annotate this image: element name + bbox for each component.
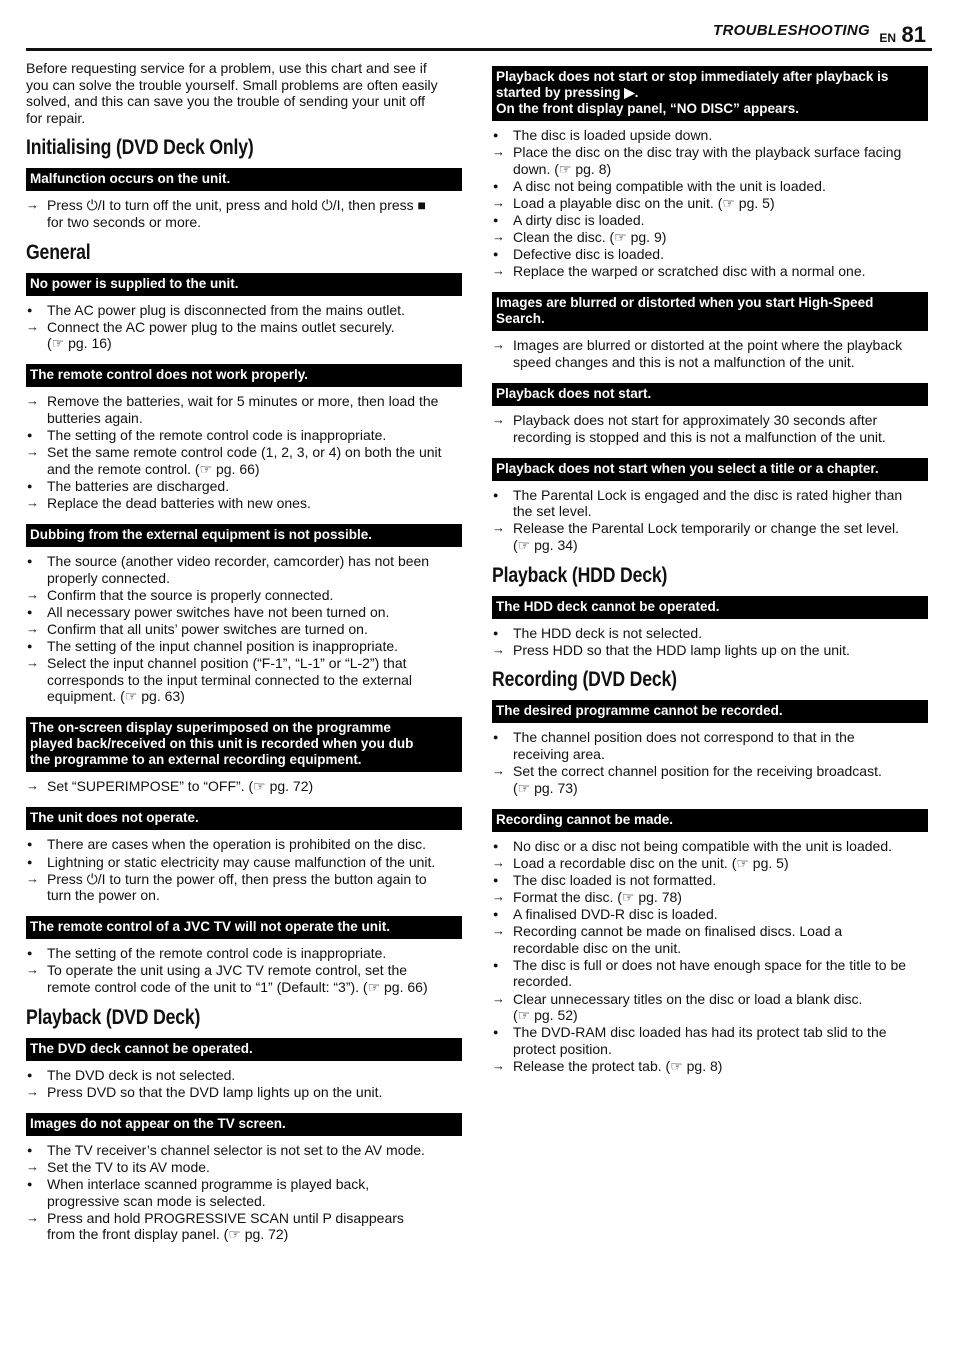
spacer	[492, 371, 928, 377]
arrow-right-icon: →	[492, 263, 505, 279]
item-line: (☞ pg. 16)	[47, 335, 112, 352]
item-line: Load a playable disc on the unit. (☞ pg. 5)	[513, 194, 775, 211]
item-line: Connect the AC power plug to the mains outlet securely.	[47, 318, 395, 335]
problem-heading-line: Malfunction occurs on the unit.	[30, 171, 231, 187]
intro-line: for repair.	[26, 109, 86, 126]
item-line: Confirm that the source is properly connected.	[47, 586, 334, 603]
problem-heading-line: The on-screen display superimposed on the programme	[30, 720, 391, 736]
remedy-item	[26, 1159, 462, 1176]
item-line: Format the disc. (☞ pg. 78)	[513, 888, 682, 905]
remedy-item	[492, 991, 928, 1024]
item-line: Select the input channel position (“F-1”, “L-1” or “L-2”) that	[47, 655, 407, 672]
bullet-icon: ●	[27, 480, 33, 491]
bullet-icon: ●	[27, 856, 33, 867]
problem-heading	[492, 292, 928, 331]
item-line: When interlace scanned programme is played back,	[47, 1175, 370, 1192]
cause-item	[492, 127, 928, 144]
item-line: To operate the unit using a JVC TV remote control, set the	[47, 962, 408, 979]
remedy-item	[492, 144, 928, 177]
item-line: from the front display panel. (☞ pg. 72)	[47, 1226, 289, 1243]
item-line: Press HDD so that the HDD lamp lights up on the unit.	[513, 641, 850, 658]
item-line: Playback does not start for approximately 30 seconds after	[513, 412, 878, 429]
bullet-icon: ●	[493, 249, 499, 260]
problem-heading	[492, 383, 928, 406]
cause-item	[26, 427, 462, 444]
item-line: Confirm that all units’ power switches are turned on.	[47, 620, 368, 637]
intro-line: solved, and this can save you the trouble of sending your unit off	[26, 93, 425, 110]
arrow-right-icon: →	[26, 1083, 39, 1099]
problem-heading	[26, 524, 462, 547]
item-line: Set the same remote control code (1, 2, 3, or 4) on both the unit	[47, 444, 442, 461]
item-line: The HDD deck is not selected.	[513, 624, 703, 641]
item-line: recording is stopped and this is not a malfunction of the unit.	[513, 428, 886, 445]
item-line: corresponds to the input terminal connected to the external	[47, 671, 412, 688]
arrow-right-icon: →	[26, 197, 39, 213]
cause-item	[26, 1176, 462, 1209]
item-line: and the remote control. (☞ pg. 66)	[47, 460, 260, 477]
cause-item	[492, 906, 928, 923]
cause-item	[26, 478, 462, 495]
item-line: The DVD deck is not selected.	[47, 1066, 236, 1083]
item-line: There are cases when the operation is prohibited on the disc.	[47, 836, 427, 853]
remedy-item	[26, 393, 462, 426]
item-line: Remove the batteries, wait for 5 minutes or more, then load the	[47, 393, 439, 410]
spacer	[26, 795, 462, 801]
spacer	[492, 797, 928, 803]
problem-heading-line: The desired programme cannot be recorded.	[496, 703, 783, 719]
intro-line: you can solve the trouble yourself. Small problems are often easily	[26, 76, 438, 93]
language-code: EN	[879, 31, 896, 45]
remedy-item	[26, 778, 462, 795]
item-line: speed changes and this is not a malfunction of the unit.	[513, 353, 855, 370]
cause-item	[492, 838, 928, 855]
item-line: receiving area.	[513, 745, 605, 762]
remedy-item	[26, 655, 462, 705]
spacer	[26, 705, 462, 711]
item-line: Set the TV to its AV mode.	[47, 1158, 210, 1175]
arrow-right-icon: →	[492, 762, 505, 778]
problem-heading-line: The HDD deck cannot be operated.	[496, 598, 720, 614]
remedy-item	[26, 962, 462, 995]
problem-heading	[26, 168, 462, 191]
problem-heading	[492, 66, 928, 121]
item-line: the set level.	[513, 503, 592, 520]
cause-item	[26, 945, 462, 962]
item-line: (☞ pg. 52)	[513, 1007, 578, 1024]
item-line: The DVD-RAM disc loaded has had its protect tab slid to the	[513, 1024, 887, 1041]
problem-heading	[26, 1113, 462, 1136]
problem-heading-line: started by pressing ▶.	[496, 85, 639, 100]
item-line: Load a recordable disc on the unit. (☞ pg. 5)	[513, 854, 789, 871]
cause-item	[492, 625, 928, 642]
item-line: The AC power plug is disconnected from the mains outlet.	[47, 301, 405, 318]
arrow-right-icon: →	[492, 641, 505, 657]
cause-item	[492, 178, 928, 195]
arrow-right-icon: →	[26, 318, 39, 334]
spacer	[492, 280, 928, 286]
cause-item	[26, 1067, 462, 1084]
problem-heading	[26, 1038, 462, 1061]
spacer	[26, 352, 462, 358]
problem-heading-line: the programme to an external recording equipment.	[30, 752, 362, 768]
intro-line: Before requesting service for a problem, use this chart and see if	[26, 60, 427, 76]
item-line: The disc is loaded upside down.	[513, 127, 713, 143]
arrow-right-icon: →	[26, 1209, 39, 1225]
item-line: No disc or a disc not being compatible with the unit is loaded.	[513, 837, 892, 854]
arrow-right-icon: →	[492, 144, 505, 160]
problem-heading-line: The DVD deck cannot be operated.	[30, 1040, 253, 1056]
bullet-icon: ●	[493, 489, 499, 500]
arrow-right-icon: →	[492, 229, 505, 245]
arrow-right-icon: →	[492, 923, 505, 939]
item-line: The source (another video recorder, camcorder) has not been	[47, 553, 430, 569]
section-heading: Recording (DVD Deck)	[492, 668, 677, 692]
problem-heading	[492, 596, 928, 619]
problem-heading-line: played back/received on this unit is recorded when you dub	[30, 736, 414, 752]
cause-item	[26, 638, 462, 655]
arrow-right-icon: →	[26, 586, 39, 602]
problem-heading-line: Playback does not start when you select a title or a chapter.	[496, 460, 879, 476]
item-line: butteries again.	[47, 409, 143, 426]
bullet-icon: ●	[493, 627, 499, 638]
section-heading: General	[26, 240, 91, 264]
bullet-icon: ●	[27, 1144, 33, 1155]
item-line: The setting of the remote control code is inappropriate.	[47, 427, 387, 444]
item-line: The TV receiver’s channel selector is not set to the AV mode.	[47, 1141, 425, 1158]
item-line: A disc not being compatible with the unit is loaded.	[513, 177, 826, 194]
arrow-right-icon: →	[492, 854, 505, 870]
item-line: Release the Parental Lock temporarily or change the set level.	[513, 520, 899, 537]
remedy-item	[26, 197, 462, 230]
item-line: Replace the dead batteries with new ones.	[47, 494, 311, 511]
item-line: Place the disc on the disc tray with the playback surface facing	[513, 144, 902, 161]
remedy-item	[492, 889, 928, 906]
remedy-item	[26, 444, 462, 477]
item-line: (☞ pg. 73)	[513, 779, 578, 796]
item-line: recorded.	[513, 973, 573, 990]
bullet-icon: ●	[27, 304, 33, 315]
item-line: Recording cannot be made on finalised discs. Load a	[513, 923, 843, 940]
problem-heading-line: The remote control of a JVC TV will not operate the unit.	[30, 919, 391, 935]
page-number: 81	[901, 22, 926, 47]
item-line: Set “SUPERIMPOSE” to “OFF”. (☞ pg. 72)	[47, 778, 314, 795]
bullet-icon: ●	[493, 959, 499, 970]
section-heading: Playback (HDD Deck)	[492, 563, 668, 587]
arrow-right-icon: →	[492, 520, 505, 536]
cause-item	[26, 836, 462, 853]
spacer	[26, 512, 462, 518]
item-line: The disc loaded is not formatted.	[513, 871, 717, 888]
item-line: The disc is full or does not have enough space for the title to be	[513, 956, 907, 973]
item-line: (☞ pg. 34)	[513, 537, 578, 553]
item-line: turn the power on.	[47, 887, 160, 904]
problem-heading-line: Images are blurred or distorted when you start High-Speed	[496, 295, 874, 311]
section-title: TROUBLESHOOTING	[713, 22, 870, 39]
arrow-right-icon: →	[26, 655, 39, 671]
bullet-icon: ●	[27, 556, 33, 566]
left-column	[26, 60, 462, 1243]
item-line: The Parental Lock is engaged and the disc is rated higher than	[513, 486, 903, 503]
item-line: for two seconds or more.	[47, 213, 202, 230]
item-line: progressive scan mode is selected.	[47, 1192, 266, 1209]
spacer	[26, 904, 462, 910]
problem-heading-line: On the front display panel, “NO DISC” appears.	[496, 101, 800, 116]
problem-heading-line: Images do not appear on the TV screen.	[30, 1115, 286, 1131]
cause-item	[26, 1142, 462, 1159]
bullet-icon: ●	[27, 1178, 33, 1189]
cause-item	[492, 212, 928, 229]
problem-heading	[26, 916, 462, 939]
cause-item	[492, 487, 928, 520]
problem-heading	[492, 700, 928, 723]
arrow-right-icon: →	[26, 444, 39, 460]
arrow-right-icon: →	[492, 337, 505, 353]
item-line: Press ⏻/I to turn the power off, then press the button again to	[47, 870, 427, 887]
arrow-right-icon: →	[26, 870, 39, 886]
arrow-right-icon: →	[26, 962, 39, 978]
arrow-right-icon: →	[492, 194, 505, 210]
remedy-item	[492, 195, 928, 212]
problem-heading	[492, 809, 928, 832]
problem-heading-line: Recording cannot be made.	[496, 811, 674, 827]
item-line: Press and hold PROGRESSIVE SCAN until P disappears	[47, 1209, 404, 1226]
item-line: A dirty disc is loaded.	[513, 211, 645, 228]
item-line: All necessary power switches have not been turned on.	[47, 603, 390, 620]
bullet-icon: ●	[27, 948, 33, 959]
bullet-icon: ●	[493, 840, 499, 851]
cause-item	[492, 1024, 928, 1057]
item-line: Images are blurred or distorted at the point where the playback	[513, 337, 903, 354]
problem-heading	[492, 458, 928, 481]
item-line: Release the protect tab. (☞ pg. 8)	[513, 1057, 723, 1074]
bullet-icon: ●	[493, 180, 499, 191]
item-line: Press ⏻/I to turn off the unit, press and hold ⏻/I, then press ■	[47, 197, 426, 214]
bullet-icon: ●	[493, 130, 499, 140]
remedy-item	[492, 1058, 928, 1075]
arrow-right-icon: →	[26, 778, 39, 794]
cause-item	[26, 302, 462, 319]
item-line: The batteries are discharged.	[47, 477, 230, 494]
arrow-right-icon: →	[26, 620, 39, 636]
problem-heading-line: Playback does not start.	[496, 386, 652, 402]
problem-heading-line: The unit does not operate.	[30, 810, 199, 826]
remedy-item	[492, 412, 928, 445]
bullet-icon: ●	[27, 606, 33, 617]
bullet-icon: ●	[27, 430, 33, 441]
item-line: Set the correct channel position for the receiving broadcast.	[513, 762, 882, 779]
remedy-item	[492, 229, 928, 246]
problem-heading-line: No power is supplied to the unit.	[30, 275, 239, 291]
item-line: protect position.	[513, 1040, 612, 1057]
item-line: properly connected.	[47, 569, 170, 586]
item-line: remote control code of the unit to “1” (Default: “3”). (☞ pg. 66)	[47, 979, 428, 995]
remedy-item	[26, 1210, 462, 1243]
bullet-icon: ●	[27, 839, 33, 850]
problem-heading-line: Search.	[496, 311, 545, 327]
arrow-right-icon: →	[492, 412, 505, 428]
page-header	[26, 18, 932, 51]
item-line: The setting of the remote control code is inappropriate.	[47, 945, 387, 962]
cause-item	[26, 553, 462, 586]
arrow-right-icon: →	[492, 888, 505, 904]
remedy-item	[492, 763, 928, 796]
item-line: Clean the disc. (☞ pg. 9)	[513, 229, 667, 246]
problem-heading	[26, 717, 462, 772]
remedy-item	[26, 319, 462, 352]
right-column	[492, 60, 928, 1075]
bullet-icon: ●	[27, 1069, 33, 1080]
problem-heading-line: Dubbing from the external equipment is not possible.	[30, 527, 373, 542]
item-line: Lightning or static electricity may cause malfunction of the unit.	[47, 853, 436, 870]
section-heading: Initialising (DVD Deck Only)	[26, 136, 254, 160]
remedy-item	[492, 337, 928, 370]
item-line: Defective disc is loaded.	[513, 246, 664, 263]
problem-heading-line: Playback does not start or stop immediately after playback is	[496, 69, 889, 84]
remedy-item	[26, 495, 462, 512]
cause-item	[492, 872, 928, 889]
cause-item	[492, 957, 928, 990]
arrow-right-icon: →	[26, 393, 39, 409]
bullet-icon: ●	[27, 640, 33, 651]
spacer	[492, 446, 928, 452]
problem-heading-line: The remote control does not work properly.	[30, 367, 309, 383]
item-line: The channel position does not correspond to that in the	[513, 729, 855, 746]
problem-heading	[26, 364, 462, 387]
arrow-right-icon: →	[26, 494, 39, 510]
problem-heading	[26, 807, 462, 830]
item-line: Replace the warped or scratched disc with a normal one.	[513, 263, 866, 280]
remedy-item	[26, 1084, 462, 1101]
item-line: The setting of the input channel position is inappropriate.	[47, 637, 399, 654]
remedy-item	[492, 263, 928, 280]
item-line: down. (☞ pg. 8)	[513, 160, 612, 177]
cause-item	[26, 854, 462, 871]
item-line: recordable disc on the unit.	[513, 939, 682, 956]
bullet-icon: ●	[493, 1027, 499, 1038]
bullet-icon: ●	[493, 874, 499, 885]
remedy-item	[492, 520, 928, 553]
intro-paragraph	[26, 60, 462, 126]
bullet-icon: ●	[493, 909, 499, 920]
remedy-item	[26, 871, 462, 904]
arrow-right-icon: →	[26, 1158, 39, 1174]
bullet-icon: ●	[493, 214, 499, 225]
item-line: A finalised DVD-R disc is loaded.	[513, 906, 718, 923]
item-line: equipment. (☞ pg. 63)	[47, 688, 185, 705]
arrow-right-icon: →	[492, 1057, 505, 1073]
problem-heading	[26, 273, 462, 296]
remedy-item	[26, 587, 462, 604]
remedy-item	[492, 855, 928, 872]
section-heading: Playback (DVD Deck)	[26, 1005, 201, 1029]
item-line: Press DVD so that the DVD lamp lights up on the unit.	[47, 1083, 383, 1100]
spacer	[26, 1101, 462, 1107]
arrow-right-icon: →	[492, 990, 505, 1006]
remedy-item	[492, 642, 928, 659]
remedy-item	[26, 621, 462, 638]
remedy-item	[492, 923, 928, 956]
item-line: Clear unnecessary titles on the disc or load a blank disc.	[513, 990, 863, 1007]
cause-item	[492, 729, 928, 762]
cause-item	[26, 604, 462, 621]
bullet-icon: ●	[493, 732, 499, 743]
cause-item	[492, 246, 928, 263]
